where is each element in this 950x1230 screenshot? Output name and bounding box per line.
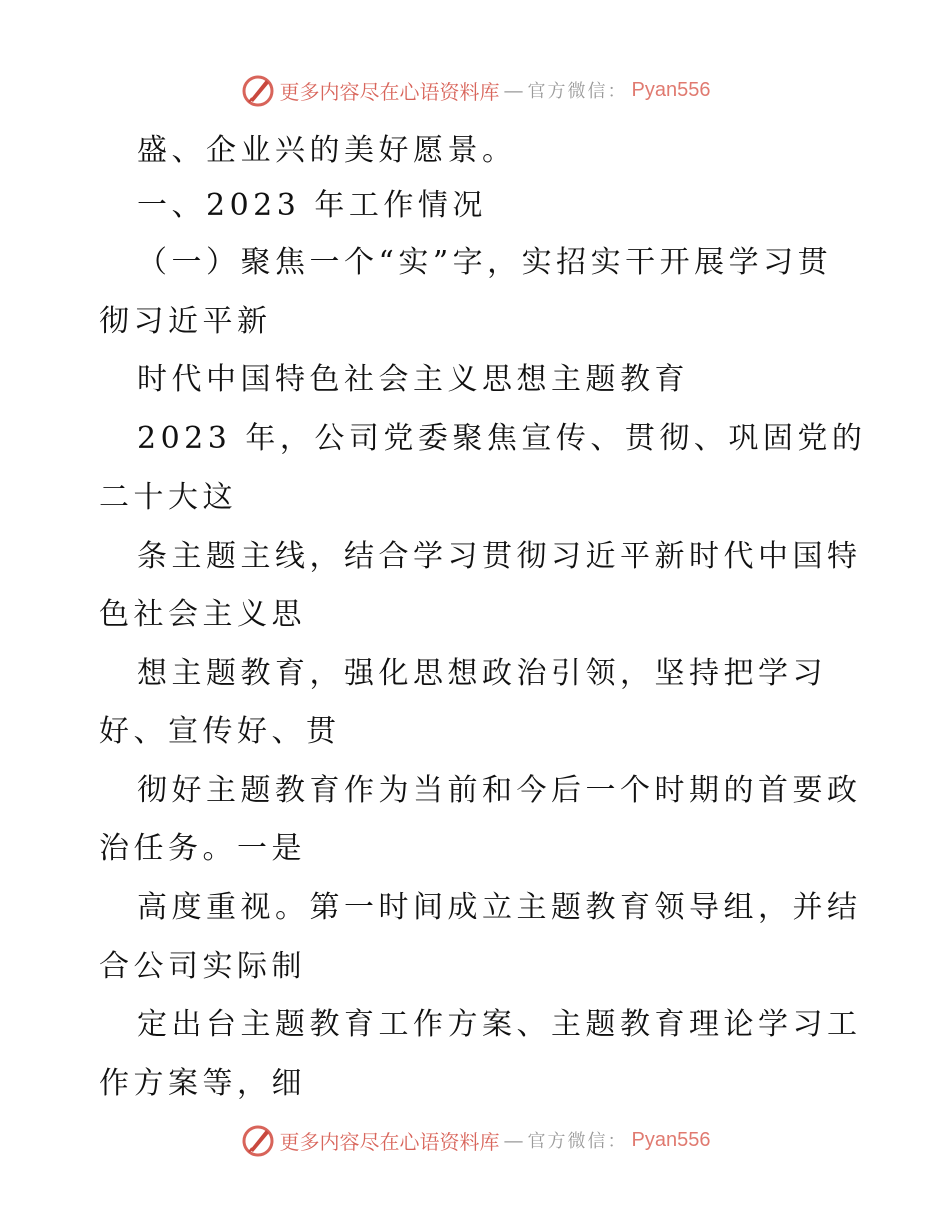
body-line: 条主题主线，结合学习贯彻习近平新时代中国特 (137, 539, 862, 574)
footer-watermark (0, 1120, 950, 1160)
body-line: 治任务。一是 (99, 831, 306, 866)
watermark-label: 官方微信： (527, 1131, 628, 1152)
body-line: 想主题教育，强化思想政治引领，坚持把学习 (137, 656, 827, 691)
watermark-dash: — (503, 1128, 524, 1152)
body-line: 时代中国特色社会主义思想主题教育 (137, 362, 689, 397)
watermark-dash: — (503, 78, 524, 102)
section-heading: 一、2023 年工作情况 (137, 188, 487, 223)
body-line: 彻好主题教育作为当前和今后一个时期的首要政 (137, 773, 862, 808)
quill-pen-circle-icon (240, 72, 276, 108)
body-line: 好、宣传好、贯 (99, 714, 341, 749)
body-line: 定出台主题教育工作方案、主题教育理论学习工 (137, 1007, 862, 1042)
body-line: 盛、企业兴的美好愿景。 (137, 133, 517, 168)
body-line: 高度重视。第一时间成立主题教育领导组，并结 (137, 890, 862, 925)
watermark-wechat-id: Pyan556 (631, 78, 711, 101)
body-line: 色社会主义思 (99, 597, 306, 632)
body-line: 彻习近平新 (99, 304, 272, 339)
body-line: 二十大这 (99, 480, 237, 515)
subsection-heading: （一）聚焦一个“实”字，实招实干开展学习贯 (137, 245, 833, 280)
quill-pen-circle-icon (240, 1122, 276, 1158)
header-watermark (0, 70, 950, 110)
watermark-label: 官方微信： (527, 81, 628, 102)
watermark-brand-text: 更多内容尽在心语资料库 (279, 1129, 500, 1154)
watermark-wechat-id: Pyan556 (631, 1128, 711, 1151)
body-line: 合公司实际制 (99, 949, 306, 984)
body-line: 2023 年，公司党委聚焦宣传、贯彻、巩固党的 (137, 421, 867, 456)
watermark-brand-text: 更多内容尽在心语资料库 (279, 79, 500, 104)
body-line: 作方案等，细 (99, 1066, 306, 1101)
